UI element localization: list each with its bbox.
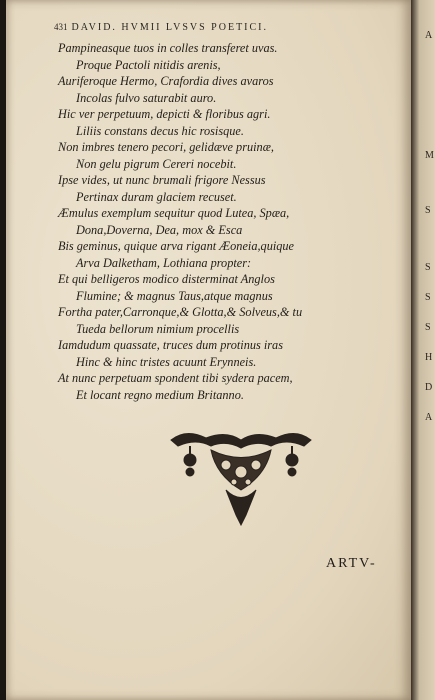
poem-line: Ipse vides, ut nunc brumali frigore Nessus xyxy=(58,173,266,187)
poem-text xyxy=(58,40,408,403)
poem-line: Tueda bellorum nimium procellis xyxy=(76,321,240,336)
facing-page-letter: A xyxy=(425,412,433,423)
page-number: 431 xyxy=(54,22,68,32)
poem-line: Dona,Doverna, Dea, mox & Esca xyxy=(76,222,243,237)
facing-page-letter: S xyxy=(425,262,431,273)
poem-line: Iamdudum quassate, truces dum protinus iras xyxy=(58,338,283,352)
poem-line: Pertinax duram glaciem recuset. xyxy=(76,189,237,204)
facing-page-letter: S xyxy=(425,322,431,333)
poem-line: Et locant regno medium Britanno. xyxy=(76,387,244,402)
poem-line: Hinc & hinc tristes acuunt Erynneis. xyxy=(76,354,257,369)
facing-page-letter: M xyxy=(425,150,434,161)
running-head xyxy=(54,22,384,33)
catchword: ARTV- xyxy=(326,556,377,571)
poem-line: Æmulus exemplum sequitur quod Lutea, Spæa, xyxy=(58,206,290,220)
poem-line: Auriferoque Hermo, Crafordia dives avaros xyxy=(58,74,274,88)
facing-page-letter: A xyxy=(425,30,433,41)
poem-line: Liliis constans decus hic rosisque. xyxy=(76,123,244,138)
floral-ornament-icon xyxy=(166,420,316,530)
facing-page-letter: D xyxy=(425,382,433,393)
poem-line: Hic ver perpetuum, depicti & floribus agri. xyxy=(58,107,271,121)
poem-line: Et qui belligeros modico disterminat Anglos xyxy=(58,272,275,286)
facing-page-letter: S xyxy=(425,205,431,216)
poem-line: Fortha pater,Carronque,& Glotta,& Solveus,& tu xyxy=(58,305,303,319)
poem-line: Incolas fulvo saturabit auro. xyxy=(76,90,217,105)
facing-page-edge xyxy=(411,0,435,700)
running-title: DAVID. HVMII LVSVS POETICI. xyxy=(71,22,269,33)
poem-line: At nunc perpetuam spondent tibi sydera pacem, xyxy=(58,371,293,385)
facing-page-letter: S xyxy=(425,292,431,303)
poem-line: Non imbres tenero pecori, gelidæve pruinæ, xyxy=(58,140,274,154)
poem-line: Arva Dalketham, Lothiana propter: xyxy=(76,255,252,270)
poem-line: Flumine; & magnus Taus,atque magnus xyxy=(76,288,273,303)
poem-line: Pampineasque tuos in colles transferet uvas. xyxy=(58,41,278,55)
poem-line: Bis geminus, quique arva rigant Æoneia,quique xyxy=(58,239,295,253)
poem-line: Proque Pactoli nitidis arenis, xyxy=(76,57,221,72)
facing-page-letter: H xyxy=(425,352,433,363)
poem-line: Non gelu pigrum Cereri nocebit. xyxy=(76,156,237,171)
book-page xyxy=(6,0,411,700)
